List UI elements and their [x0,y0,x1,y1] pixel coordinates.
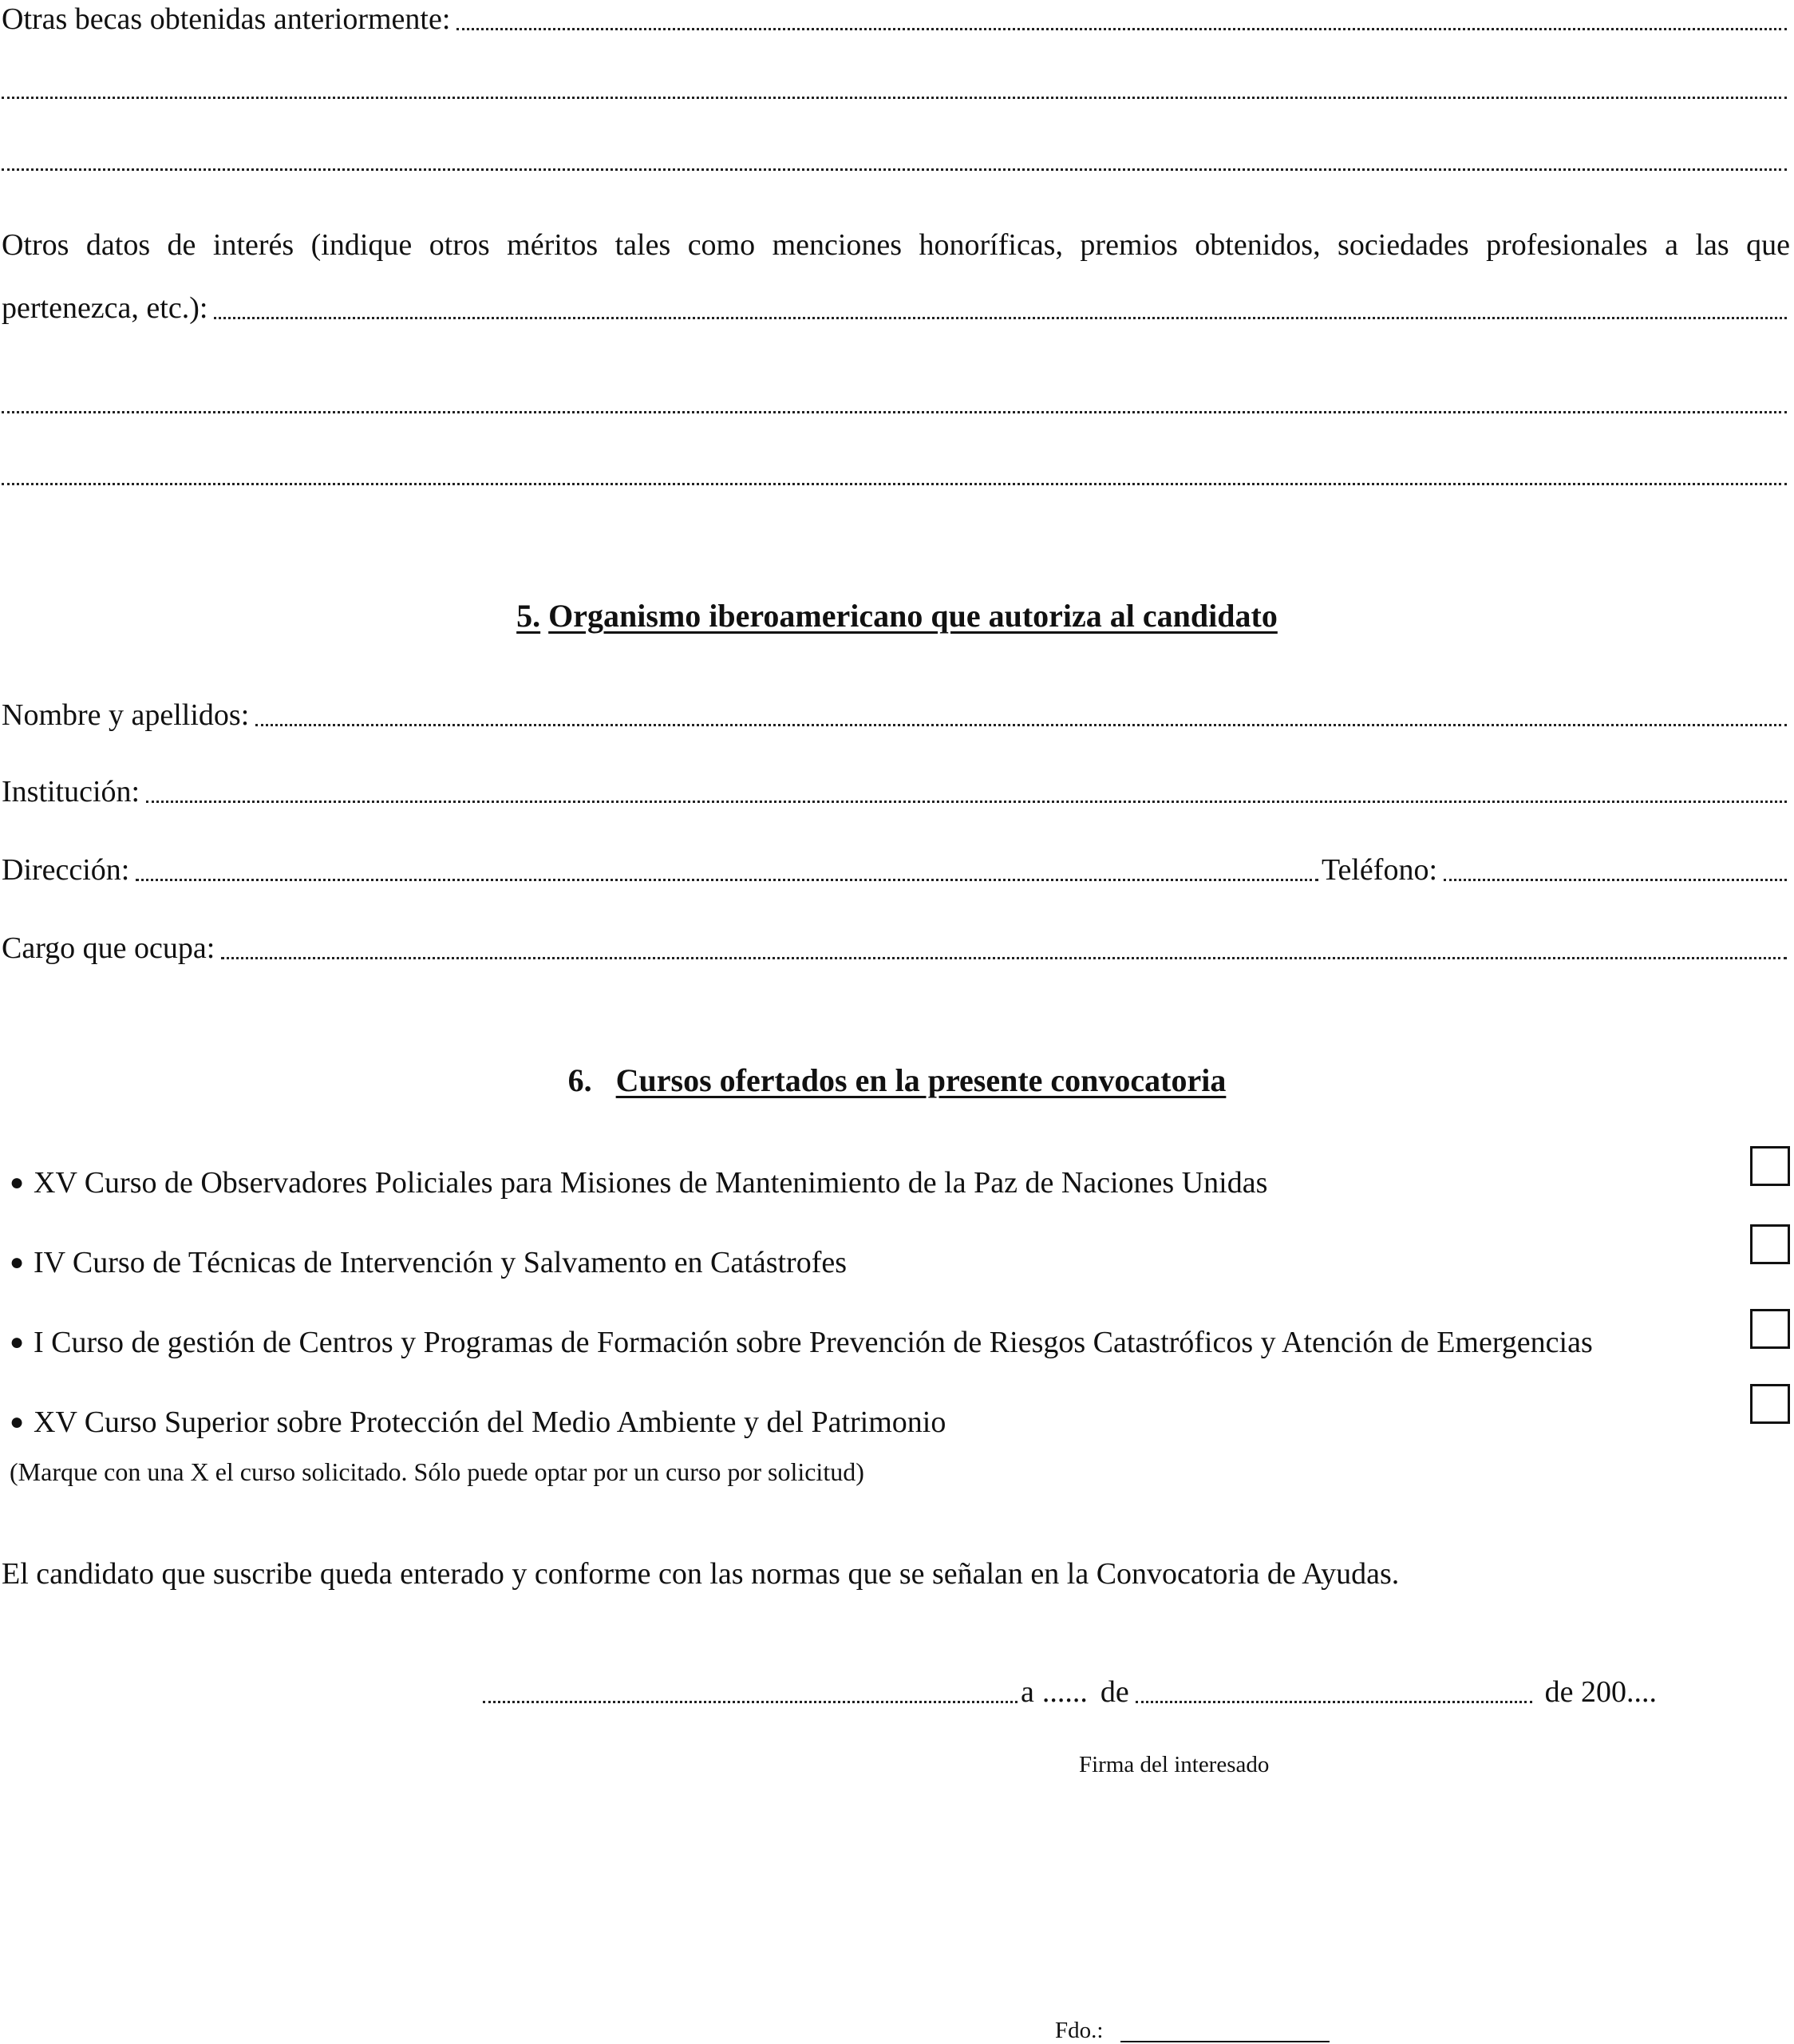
other-info-row-2 [2,385,1790,421]
course-item [0,1320,1794,1365]
signature-caption: Firma del interesado [1079,1752,1270,1777]
section-5-title: Organismo iberoamericano que autoriza al candidato [548,598,1278,634]
course-label: IV Curso de Técnicas de Intervención y Salvamento en Catástrofes [34,1246,848,1279]
other-info-text: Otros datos de interés (indique otros méritos tales como menciones honoríficas, premios obtenidos, sociedades profesionales a las que [2,228,1790,262]
bullet-icon: ● [9,1329,25,1355]
address-field[interactable] [136,879,1318,881]
bullet-icon: ● [9,1169,25,1196]
section-6-number: 6. [567,1062,592,1098]
prev-scholarships-label: Otras becas obtenidas anteriormente: [2,2,451,36]
other-info-row-3 [2,457,1790,493]
phone-label: Teléfono: [1321,853,1437,887]
course-item [0,1240,1794,1285]
course-item [0,1400,1794,1445]
day-field[interactable]: ...... [1041,1675,1088,1709]
prev-scholarships-row-2 [2,70,1790,107]
other-info-row [2,291,1790,327]
course-item [0,1160,1794,1205]
institution-row [2,774,1790,811]
position-field[interactable] [221,957,1787,959]
bullet-icon: ● [9,1249,25,1275]
course-label: XV Curso de Observadores Policiales para Misiones de Mantenimiento de la Paz de Naciones Unidas [34,1166,1268,1200]
section-6-title: Cursos ofertados en la presente convocatoria [615,1062,1227,1098]
date-a: a [1021,1675,1034,1709]
fdo-signature-line[interactable] [1120,2041,1330,2042]
prev-scholarships-field-2[interactable] [2,97,1787,99]
course-label: I Curso de gestión de Centros y Programas de Formación sobre Prevención de Riesgos Catastróficos y Atención de Emergencias [34,1326,1593,1359]
course-checkbox[interactable] [1750,1384,1790,1424]
date-de: de [1100,1675,1129,1709]
other-info-label: pertenezca, etc.): [2,291,208,325]
declaration-label: El candidato que suscribe queda enterado y conforme con las normas que se señalan en la Convocatoria de Ayudas. [2,1557,1400,1591]
section-5-heading [0,597,1794,635]
declaration-text [2,1556,1399,1593]
fdo-label: Fdo.: [1055,2018,1104,2043]
month-field[interactable] [1136,1701,1532,1703]
address-row [2,852,1790,889]
address-label: Dirección: [2,853,130,887]
phone-field[interactable] [1444,879,1787,881]
course-checkbox[interactable] [1750,1309,1790,1349]
authorizer-name-row [2,698,1790,734]
prev-scholarships-row [2,2,1790,38]
institution-field[interactable] [146,801,1787,803]
course-checkbox[interactable] [1750,1224,1790,1264]
section-6-heading [0,1062,1794,1099]
course-label: XV Curso Superior sobre Protección del Medio Ambiente y del Patrimonio [34,1405,946,1439]
prev-scholarships-field[interactable] [456,28,1787,30]
other-info-field[interactable] [214,317,1787,319]
other-info-field-2[interactable] [2,411,1787,413]
prev-scholarships-row-3 [2,142,1790,179]
course-checkbox[interactable] [1750,1146,1790,1186]
section-5-number: 5. [516,598,541,634]
prev-scholarships-field-3[interactable] [2,168,1787,171]
year-label: de 200.... [1544,1675,1657,1709]
institution-label: Institución: [2,775,140,809]
other-info-field-3[interactable] [2,483,1787,485]
date-line [483,1674,1657,1711]
authorizer-name-label: Nombre y apellidos: [2,698,250,732]
authorizer-name-field[interactable] [255,724,1787,726]
position-row [2,931,1790,967]
position-label: Cargo que ocupa: [2,931,215,965]
place-field[interactable] [483,1701,1018,1703]
course-selection-note: (Marque con una X el curso solicitado. Sólo puede optar por un curso por solicitud) [10,1457,864,1486]
bullet-icon: ● [9,1409,25,1435]
